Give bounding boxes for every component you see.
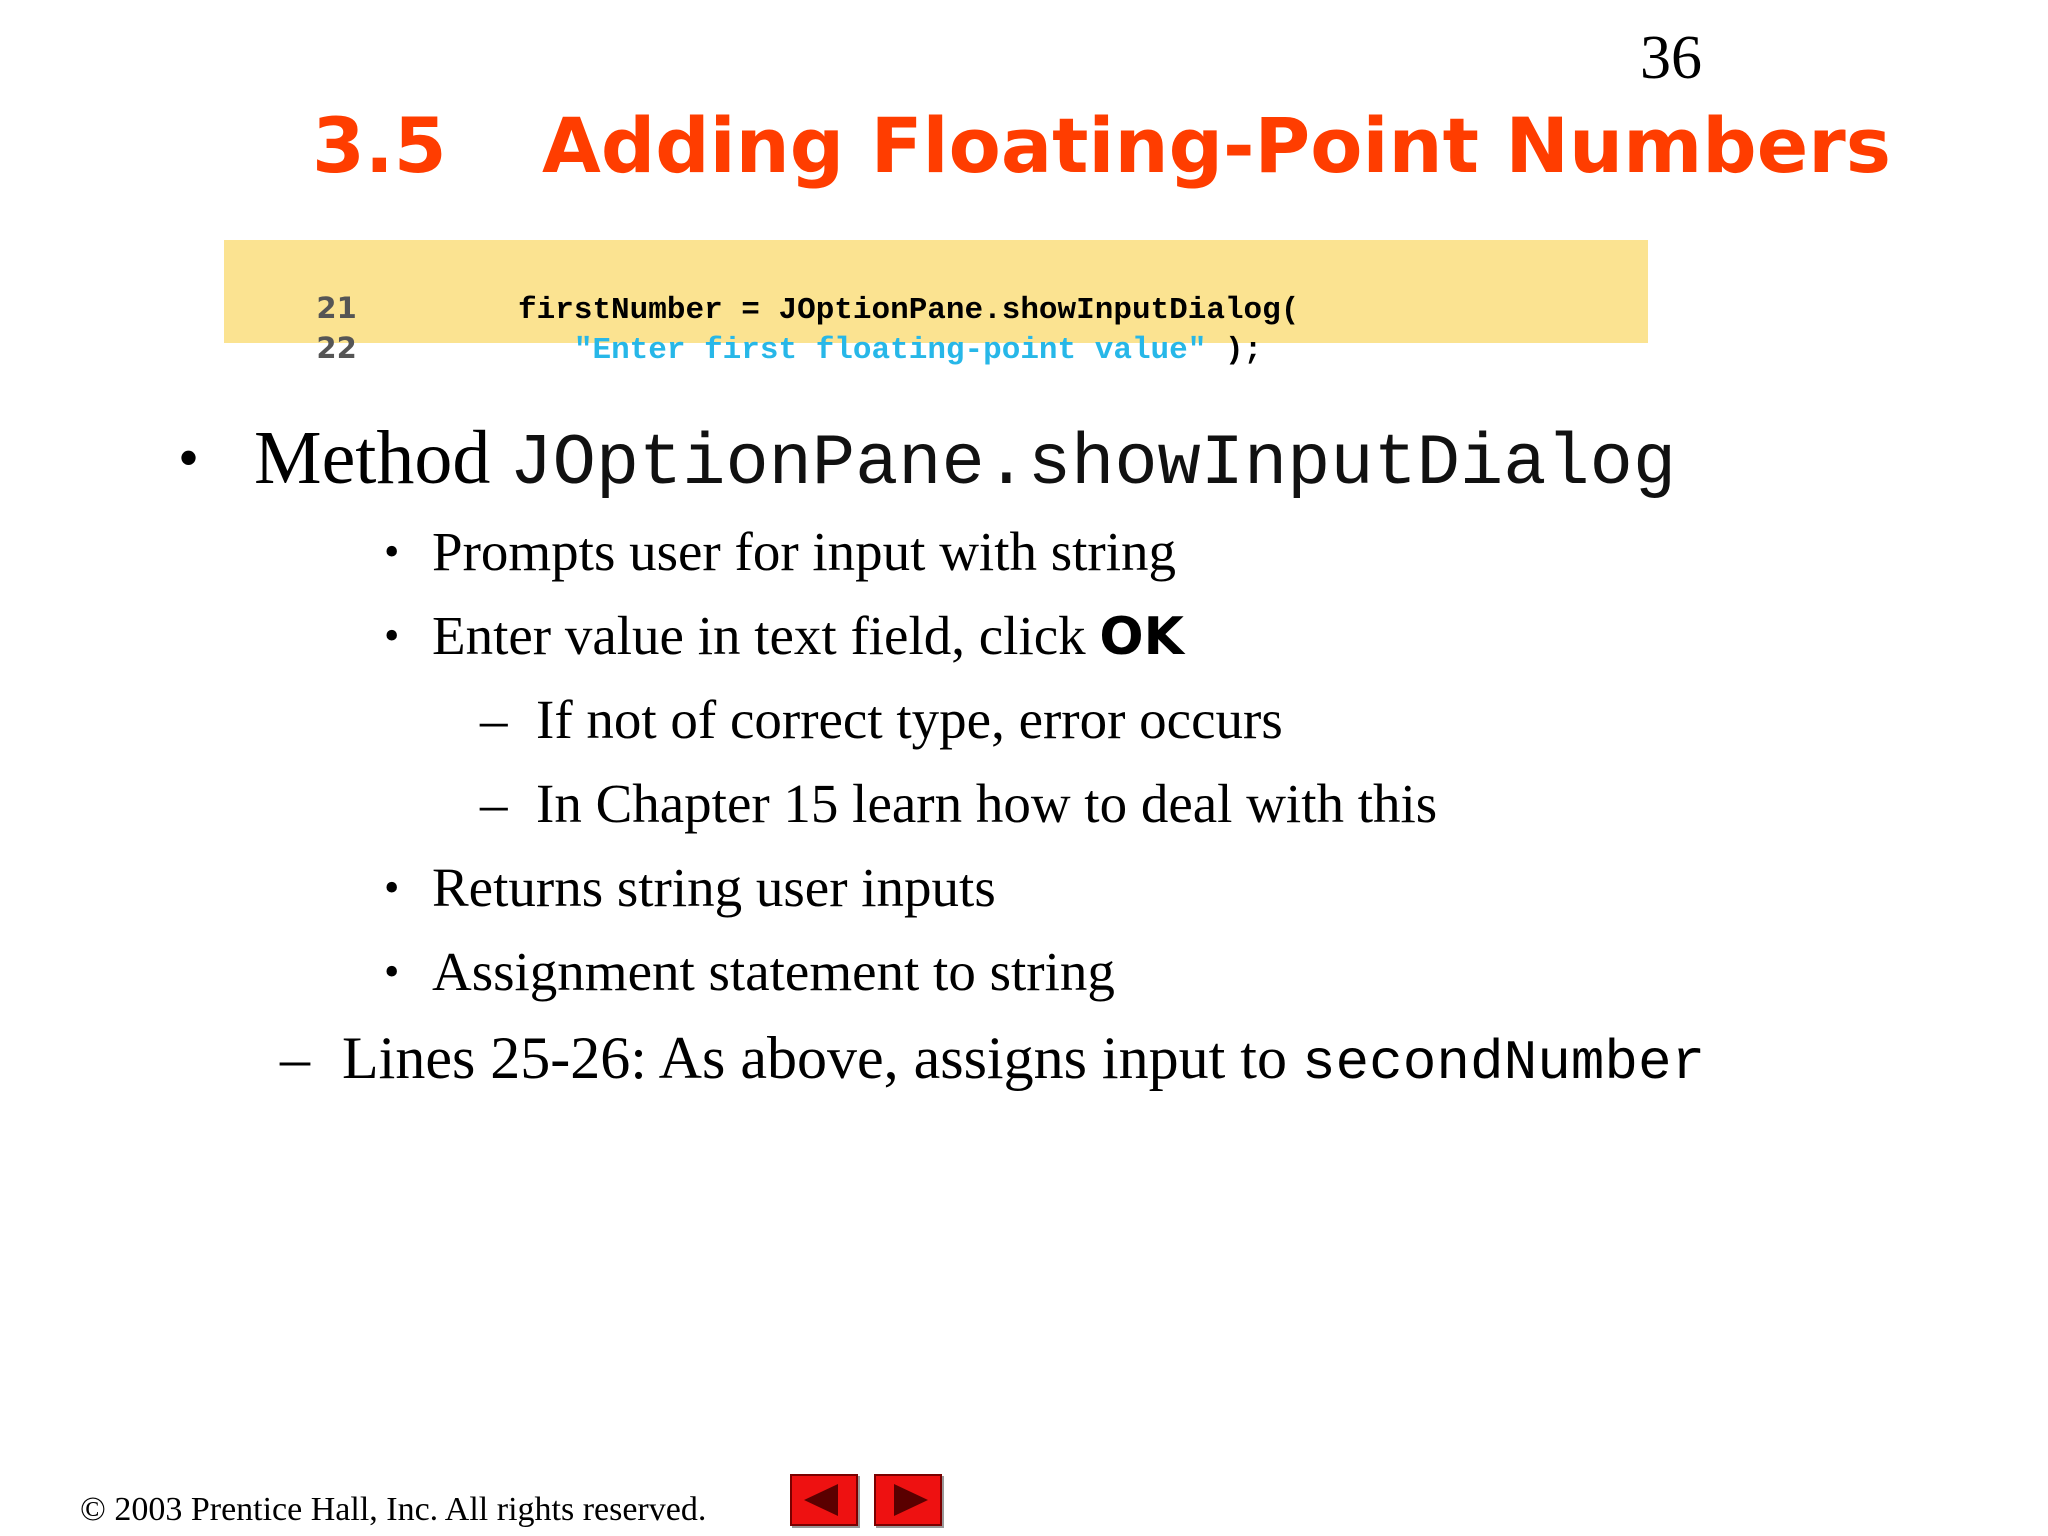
- dash-item: [280, 1016, 1706, 1105]
- sub-sub-item: [480, 680, 1283, 760]
- sub-bullet: [384, 848, 996, 928]
- copyright-footer: © 2003 Prentice Hall, Inc. All rights reserved.: [80, 1491, 707, 1528]
- dash-marker: –: [480, 773, 508, 834]
- item-text: Lines 25-26: As above, assigns input to: [342, 1025, 1302, 1091]
- code-text: );: [1206, 333, 1263, 368]
- slide-title: [312, 96, 1891, 196]
- bullet-text: Prompts user for input with string: [432, 521, 1177, 582]
- bullet-code: JOptionPane.showInputDialog: [509, 423, 1677, 505]
- line-number: 21: [316, 291, 357, 325]
- code-text: [406, 333, 573, 368]
- code-box: [224, 240, 1648, 368]
- sub-bullet: [384, 512, 1177, 592]
- previous-slide-button[interactable]: [790, 1474, 858, 1526]
- sub-bullet: [384, 596, 1184, 677]
- sub-bullet: [384, 932, 1115, 1012]
- bullet-marker: •: [178, 425, 200, 491]
- item-text: In Chapter 15 learn how to deal with this: [536, 773, 1438, 834]
- next-slide-button[interactable]: [874, 1474, 942, 1526]
- bullet-marker: •: [384, 611, 400, 660]
- right-arrow-icon: [876, 1476, 940, 1524]
- line-number: 22: [316, 331, 357, 365]
- title-text: Adding Floating-Point Numbers: [542, 101, 1891, 190]
- bullet-marker: •: [384, 527, 400, 576]
- code-text: firstNumber = JOptionPane.showInputDialog(: [406, 293, 1300, 328]
- code-string: "Enter first floating-point value": [573, 333, 1207, 368]
- section-number: 3.5: [312, 101, 447, 190]
- dash-marker: –: [280, 1025, 310, 1091]
- bullet-marker: •: [384, 947, 400, 996]
- slide-number: 36: [1640, 24, 1702, 92]
- bullet-text: Returns string user inputs: [432, 857, 996, 918]
- item-text: If not of correct type, error occurs: [536, 689, 1283, 750]
- code-line: [242, 288, 1262, 411]
- dash-marker: –: [480, 689, 508, 750]
- bullet-marker: •: [384, 863, 400, 912]
- sub-sub-item: [480, 764, 1438, 844]
- bullet-text: Assignment statement to string: [432, 941, 1115, 1002]
- bullet-main: [178, 408, 1677, 514]
- left-arrow-icon: [792, 1476, 856, 1524]
- bullet-text: Method: [254, 416, 510, 500]
- ok-label: OK: [1099, 607, 1184, 667]
- item-code: secondNumber: [1301, 1031, 1706, 1095]
- bullet-text: Enter value in text field, click: [432, 605, 1100, 666]
